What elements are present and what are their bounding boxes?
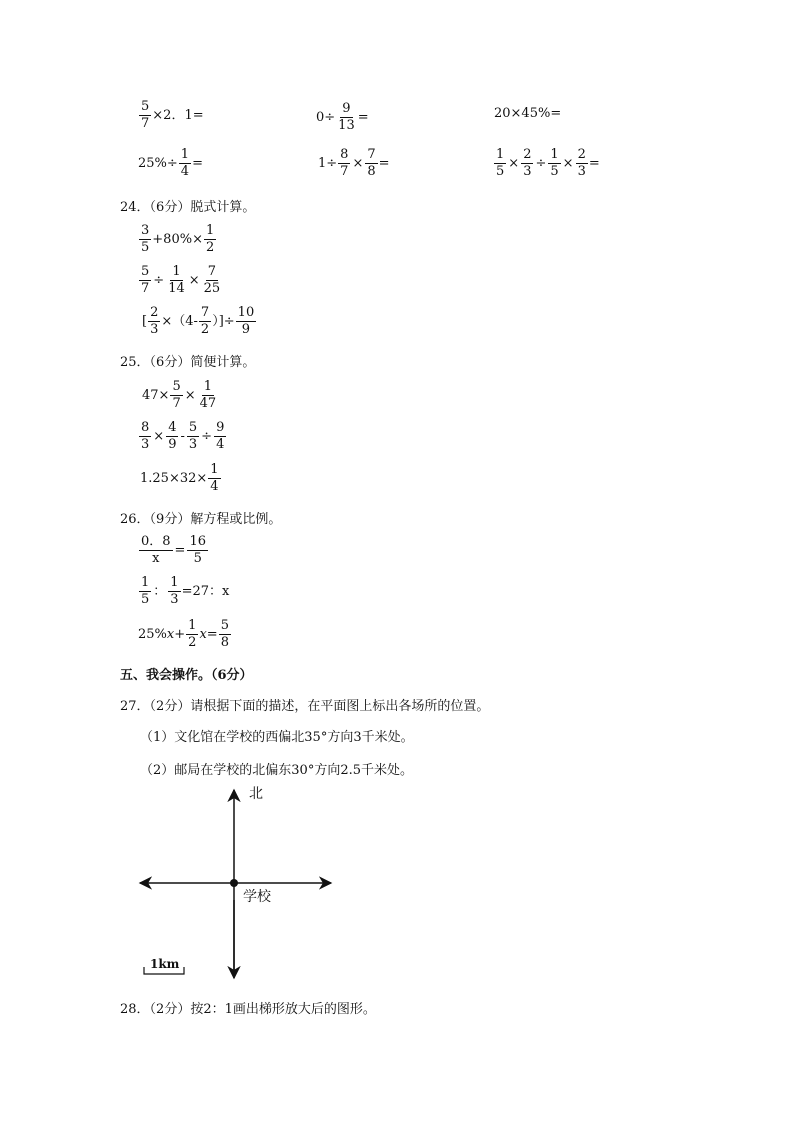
fraction: $\frac{9}{4}$ <box>216 420 225 452</box>
expr-text: 47× <box>142 388 170 403</box>
fraction: $\frac{10}{9}$ <box>237 305 255 337</box>
fraction: $\frac{5}{7}$ <box>172 379 181 411</box>
operator: × <box>352 156 364 171</box>
fraction: $\frac{1}{4}$ <box>210 462 219 494</box>
operator: × <box>184 388 196 403</box>
question-24-header: 24．（6分）脱式计算。 <box>120 200 256 215</box>
fraction: $\frac{0.8}{x}$ <box>141 534 171 566</box>
operator: = <box>174 543 186 558</box>
variable-x: x <box>166 627 175 642</box>
expr-text: ）]÷ <box>212 314 235 329</box>
fraction: $\frac{2}{3}$ <box>577 147 586 179</box>
operator: ： <box>153 584 167 599</box>
question-27-header: 27．（2分）请根据下面的描述，在平面图上标出各场所的位置。 <box>120 699 490 714</box>
question-27-item-1: （1）文化馆在学校的西偏北35°方向3千米处。 <box>140 730 414 745</box>
oral-calc-3: 20×45%= <box>494 106 562 121</box>
expr-text: 0÷ <box>316 110 336 125</box>
expr-text: = <box>192 156 203 171</box>
question-28-header: 28．（2分）按2：1画出梯形放大后的图形。 <box>120 1002 376 1017</box>
operator: = <box>206 627 218 642</box>
north-label: 北 <box>249 786 263 802</box>
expr-text: 25%÷ <box>138 156 178 171</box>
expr-text: [ <box>142 314 148 329</box>
expr-text: ×（4- <box>161 314 198 329</box>
variable-x: x <box>199 627 207 642</box>
fraction: $\frac{1}{3}$ <box>170 575 179 607</box>
scale-label: 1km <box>150 957 180 971</box>
fraction: $\frac{1}{5}$ <box>550 147 559 179</box>
operator: - <box>180 429 185 444</box>
expr-text: 25% <box>138 627 167 642</box>
fraction: $\frac{1}{5}$ <box>496 147 505 179</box>
fraction: $\frac{7}{2}$ <box>200 305 210 337</box>
school-point <box>230 879 238 887</box>
operator: ÷ <box>153 273 165 288</box>
expr-text: 1÷ <box>318 156 338 171</box>
operator: × <box>562 156 574 171</box>
operator: × <box>508 156 520 171</box>
operator: ÷ <box>201 429 213 444</box>
fraction: $\frac{1}{2}$ <box>188 618 197 650</box>
fraction: $\frac{3}{5}$ <box>141 223 150 255</box>
fraction: $\frac{8}{7}$ <box>340 147 349 179</box>
section-5-title: 五、我会操作。（6分） <box>120 668 253 683</box>
question-27-item-2: （2）邮局在学校的北偏东30°方向2.5千米处。 <box>140 763 413 778</box>
fraction: $\frac{5}{3}$ <box>188 420 198 452</box>
fraction: $\frac{16}{5}$ <box>189 534 206 566</box>
fraction: $\frac{7}{25}$ <box>203 264 221 296</box>
fraction: $\frac{5}{7}$ <box>141 99 150 131</box>
school-label: 学校 <box>243 889 271 905</box>
operator: ÷ <box>535 156 547 171</box>
fraction: $\frac{1}{47}$ <box>199 379 217 411</box>
fraction: $\frac{9}{13}$ <box>338 101 355 133</box>
fraction: $\frac{5}{7}$ <box>141 264 150 296</box>
expr-text: +80%× <box>152 232 203 247</box>
fraction: $\frac{2}{3}$ <box>523 147 532 179</box>
fraction: $\frac{2}{3}$ <box>150 305 159 337</box>
fraction: $\frac{1}{2}$ <box>205 223 215 255</box>
expr-text: = <box>588 156 600 171</box>
expr-text: = <box>378 156 390 171</box>
fraction: $\frac{5}{8}$ <box>220 618 229 650</box>
fraction: $\frac{4}{9}$ <box>168 420 177 452</box>
fraction: $\frac{1}{5}$ <box>141 575 150 607</box>
expr-text: =27：x <box>181 584 230 599</box>
operator: × <box>188 273 200 288</box>
operator: × <box>153 429 165 444</box>
fraction: $\frac{1}{4}$ <box>180 147 190 179</box>
fraction: $\frac{7}{8}$ <box>367 147 376 179</box>
expr-text: = <box>357 110 369 125</box>
expr-text: ×2．1= <box>152 108 204 123</box>
fraction: $\frac{8}{3}$ <box>141 420 150 452</box>
question-25-header: 25．（6分）简便计算。 <box>120 355 256 370</box>
expr-text: 1.25×32× <box>140 471 208 486</box>
operator: + <box>174 627 186 642</box>
question-26-header: 26．（9分）解方程或比例。 <box>120 512 282 527</box>
fraction: $\frac{1}{14}$ <box>168 264 185 296</box>
